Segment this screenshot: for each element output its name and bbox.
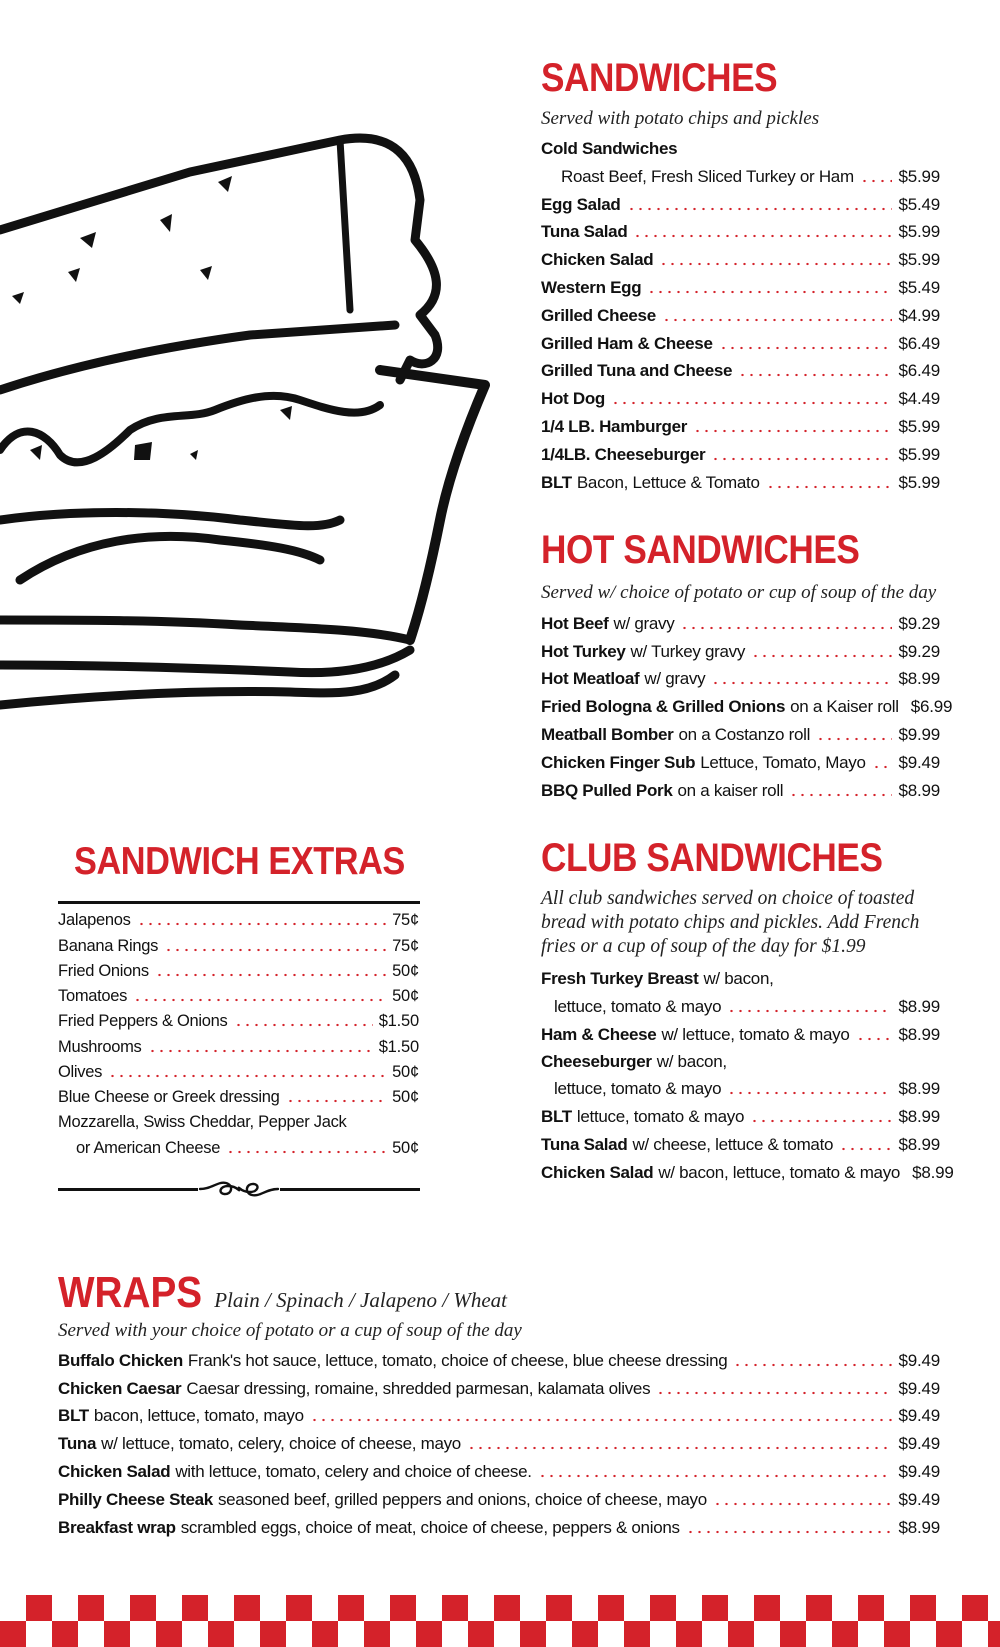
sandwiches-subtitle: Served with potato chips and pickles: [541, 108, 820, 129]
item-price: $5.99: [898, 416, 940, 436]
item-name: Breakfast wrap: [58, 1517, 176, 1537]
item-desc: with lettuce, tomato, celery and choice of cheese.: [175, 1461, 532, 1481]
item-name: Chicken Caesar: [58, 1378, 182, 1398]
menu-item: [541, 634, 940, 662]
menu-item: [58, 930, 419, 955]
dot-leader: [286, 1099, 387, 1103]
item-price: $9.49: [898, 1434, 940, 1454]
dot-leader: [750, 1119, 892, 1123]
item-name: Meatball Bomber: [541, 724, 674, 744]
item-name: Mushrooms: [58, 1037, 142, 1056]
dot-leader: [686, 1530, 893, 1534]
item-price: $8.99: [898, 996, 940, 1016]
item-name: Chicken Salad: [541, 250, 654, 270]
item-price: $6.99: [910, 697, 953, 717]
item-name: Hot Dog: [541, 389, 605, 409]
item-price: $1.50: [378, 1012, 419, 1031]
dot-leader: [137, 922, 387, 926]
menu-item: [541, 215, 940, 243]
item-price: $5.99: [898, 250, 940, 270]
dot-leader: [633, 234, 892, 238]
dot-leader: [727, 1091, 892, 1095]
item-price: $9.29: [898, 613, 940, 633]
wraps-heading: [58, 1268, 507, 1318]
item-name: Chicken Salad: [541, 1162, 654, 1182]
menu-item: [541, 326, 940, 354]
item-desc: w/ bacon,: [656, 1051, 727, 1071]
menu-item: [541, 242, 940, 270]
dot-leader: [310, 1418, 893, 1422]
sandwiches-title: SANDWICHES: [541, 56, 778, 100]
item-price: $9.29: [898, 641, 940, 661]
item-desc: seasoned beef, grilled peppers and onions, choice of cheese, mayo: [217, 1489, 707, 1509]
dot-leader: [164, 948, 386, 952]
menu-item: [58, 1454, 940, 1482]
item-price: $9.49: [898, 1350, 940, 1370]
hot-sandwiches-title: HOT SANDWICHES: [541, 528, 860, 572]
item-name: Fried Onions: [58, 961, 149, 980]
menu-item: [541, 1017, 940, 1045]
dot-leader: [713, 1502, 893, 1506]
item-price: $8.99: [898, 1024, 940, 1044]
item-price: $9.49: [898, 1378, 940, 1398]
menu-item: [541, 1099, 940, 1127]
item-name: BLT: [58, 1406, 89, 1426]
dot-leader: [816, 737, 892, 741]
item-name: Egg Salad: [541, 194, 621, 214]
dot-leader: [234, 1023, 373, 1027]
item-price: $8.99: [898, 1134, 940, 1154]
dot-leader: [839, 1147, 892, 1151]
dot-leader: [738, 373, 892, 377]
item-name: Chicken Finger Sub: [541, 752, 696, 772]
dot-leader: [611, 401, 892, 405]
item-desc: scrambled eggs, choice of meat, choice of cheese, peppers & onions: [180, 1517, 680, 1537]
item-desc: w/ bacon, lettuce, tomato & mayo: [658, 1162, 901, 1182]
item-desc: lettuce, tomato & mayo: [554, 996, 722, 1016]
item-desc: w/ cheese, lettuce & tomato: [632, 1134, 834, 1154]
dot-leader: [226, 1150, 386, 1154]
dot-leader: [467, 1446, 892, 1450]
item-price: 50¢: [392, 1063, 419, 1082]
menu-item: [58, 1132, 419, 1157]
menu-item: [58, 1343, 940, 1371]
item-name: BBQ Pulled Pork: [541, 780, 673, 800]
dot-leader: [693, 429, 892, 433]
item-price: $6.49: [898, 333, 940, 353]
dot-leader: [133, 998, 386, 1002]
item-desc: w/ Turkey gravy: [630, 641, 746, 661]
menu-item: [58, 905, 419, 930]
item-price: $5.99: [898, 472, 940, 492]
item-name: BLT: [541, 1107, 572, 1127]
item-name: Grilled Tuna and Cheese: [541, 361, 733, 381]
menu-item: [58, 1082, 419, 1107]
item-name: Ham & Cheese: [541, 1024, 657, 1044]
menu-item: [541, 437, 940, 465]
item-name: Philly Cheese Steak: [58, 1489, 213, 1509]
item-price: $8.99: [898, 1107, 940, 1127]
checkered-border: [0, 1595, 1000, 1647]
item-name: Olives: [58, 1063, 103, 1082]
menu-item: [541, 1155, 954, 1183]
item-price: $9.49: [898, 1461, 940, 1481]
item-desc: on a Kaiser roll: [790, 697, 899, 717]
item-name: Blue Cheese or Greek dressing: [58, 1088, 280, 1107]
item-desc: bacon, lettuce, tomato, mayo: [93, 1406, 304, 1426]
menu-item: [541, 717, 940, 745]
menu-item: [58, 1399, 940, 1427]
menu-item: [541, 773, 940, 801]
menu-item: [541, 409, 940, 437]
menu-item: [58, 1426, 940, 1454]
cold-sandwiches-label: Cold Sandwiches: [541, 139, 678, 158]
menu-item-line: [541, 962, 940, 989]
item-price: $9.49: [898, 752, 940, 772]
item-desc: w/ bacon,: [703, 969, 774, 988]
item-desc: Bacon, Lettuce & Tomato: [576, 472, 760, 492]
item-price: $9.49: [898, 1406, 940, 1426]
item-price: 50¢: [392, 1088, 419, 1107]
dot-leader: [711, 457, 892, 461]
item-price: $8.99: [912, 1162, 954, 1182]
dot-leader: [680, 626, 892, 630]
item-name: Tomatoes: [58, 987, 128, 1006]
item-price: $6.49: [898, 361, 940, 381]
dot-leader: [647, 290, 892, 294]
extras-bottom-rule-left: [58, 1188, 198, 1191]
cold-sandwiches-header: [541, 132, 940, 159]
item-desc: lettuce, tomato & mayo: [554, 1079, 722, 1099]
item-name: Fresh Turkey Breast: [541, 969, 699, 988]
item-name: Chicken Salad: [58, 1461, 171, 1481]
dot-leader: [659, 262, 892, 266]
item-desc: on a kaiser roll: [677, 780, 784, 800]
sandwiches-list: [541, 132, 940, 493]
item-name: Hot Meatloaf: [541, 669, 640, 689]
item-desc: w/ gravy: [644, 669, 706, 689]
item-desc: Frank's hot sauce, lettuce, tomato, choice of cheese, blue cheese dressing: [187, 1350, 728, 1370]
menu-item: [541, 606, 940, 634]
item-name: BLT: [541, 472, 572, 492]
dot-leader: [766, 485, 893, 489]
flourish-ornament: [198, 1177, 280, 1201]
item-price: 50¢: [392, 961, 419, 980]
dot-leader: [856, 1037, 893, 1041]
menu-item: [58, 1006, 419, 1031]
club-sandwiches-description: All club sandwiches served on choice of toasted bread with potato chips and pickles. Add French fries or a cup of soup of the day for $1.99: [541, 888, 920, 957]
item-price: $8.99: [898, 1079, 940, 1099]
item-desc: Lettuce, Tomato, Mayo: [700, 752, 866, 772]
menu-item: [541, 159, 940, 187]
item-name: Mozzarella, Swiss Cheddar, Pepper Jack: [58, 1113, 347, 1132]
item-desc: on a Costanzo roll: [678, 724, 811, 744]
item-price: $5.99: [898, 444, 940, 464]
sandwich-extras-title: SANDWICH EXTRAS: [74, 840, 405, 883]
item-price: $9.49: [898, 1489, 940, 1509]
item-price: $8.99: [898, 1517, 940, 1537]
menu-item: [58, 1510, 940, 1538]
menu-item: [58, 981, 419, 1006]
menu-item: [58, 1057, 419, 1082]
dot-leader: [538, 1474, 893, 1478]
item-name: Fried Bologna & Grilled Onions: [541, 697, 786, 717]
extras-list: [58, 905, 419, 1158]
item-desc: w/ gravy: [613, 613, 675, 633]
hot-sandwiches-list: [541, 606, 953, 801]
dot-leader: [751, 654, 892, 658]
item-name: Cheeseburger: [541, 1051, 652, 1071]
extras-bottom-rule-right: [280, 1188, 420, 1191]
wraps-title: WRAPS: [58, 1268, 203, 1317]
item-price: $4.99: [898, 305, 940, 325]
item-name: Buffalo Chicken: [58, 1350, 183, 1370]
item-price: $5.49: [898, 277, 940, 297]
item-name: Jalapenos: [58, 911, 131, 930]
item-desc: Caesar dressing, romaine, shredded parmesan, kalamata olives: [186, 1378, 651, 1398]
wraps-list: [58, 1343, 940, 1538]
menu-item-line: [58, 1107, 419, 1132]
dot-leader: [627, 207, 893, 211]
dot-leader: [789, 793, 892, 797]
dot-leader: [719, 346, 893, 350]
item-price: $1.50: [378, 1037, 419, 1056]
hot-sandwiches-subtitle: Served w/ choice of potato or cup of soup of the day: [541, 582, 937, 603]
item-price: $9.99: [898, 724, 940, 744]
item-price: $5.99: [898, 166, 940, 186]
menu-item: [58, 1031, 419, 1056]
item-name: or American Cheese: [76, 1138, 221, 1157]
item-desc: lettuce, tomato & mayo: [576, 1107, 745, 1127]
item-price: 50¢: [392, 987, 419, 1006]
menu-item: [58, 1371, 940, 1399]
menu-item: [541, 1127, 940, 1155]
menu-item: [541, 989, 940, 1017]
menu-item: [541, 689, 953, 717]
wraps-subtitle: Served with your choice of potato or a cup of soup of the day: [58, 1320, 522, 1341]
dot-leader: [155, 973, 386, 977]
menu-item: [541, 662, 940, 690]
extras-top-rule: [58, 901, 420, 904]
dot-leader: [860, 179, 893, 183]
item-name: 1/4LB. Cheeseburger: [541, 444, 706, 464]
item-name: 1/4 LB. Hamburger: [541, 416, 688, 436]
menu-item: [541, 298, 940, 326]
menu-item: [541, 381, 940, 409]
menu-item: [541, 745, 940, 773]
menu-item: [541, 187, 940, 215]
menu-item: [541, 354, 940, 382]
item-name: Tuna: [58, 1434, 97, 1454]
item-desc: w/ lettuce, tomato & mayo: [661, 1024, 850, 1044]
menu-item: [541, 465, 940, 493]
item-desc: Roast Beef, Fresh Sliced Turkey or Ham: [561, 166, 854, 186]
item-price: 75¢: [392, 936, 419, 955]
club-sandwiches-list: [541, 962, 954, 1183]
item-price: 75¢: [392, 911, 419, 930]
item-name: Banana Rings: [58, 936, 159, 955]
item-desc: w/ lettuce, tomato, celery, choice of cheese, mayo: [101, 1434, 461, 1454]
sandwich-illustration: [0, 120, 500, 760]
dot-leader: [872, 765, 893, 769]
club-sandwiches-title: CLUB SANDWICHES: [541, 836, 883, 880]
menu-item: [58, 1482, 940, 1510]
dot-leader: [656, 1391, 892, 1395]
item-price: $8.99: [898, 669, 940, 689]
item-name: Tuna Salad: [541, 222, 628, 242]
dot-leader: [148, 1049, 373, 1053]
item-name: Grilled Cheese: [541, 305, 656, 325]
item-name: Western Egg: [541, 277, 642, 297]
item-price: $5.49: [898, 194, 940, 214]
item-price: 50¢: [392, 1138, 419, 1157]
item-price: $4.49: [898, 389, 940, 409]
wraps-types: Plain / Spinach / Jalapeno / Wheat: [214, 1288, 508, 1312]
menu-item-line: [541, 1045, 940, 1072]
menu-item: [541, 270, 940, 298]
menu-item: [58, 956, 419, 981]
item-name: Tuna Salad: [541, 1134, 628, 1154]
dot-leader: [727, 1009, 892, 1013]
dot-leader: [662, 318, 893, 322]
item-name: Hot Turkey: [541, 641, 626, 661]
dot-leader: [711, 681, 892, 685]
dot-leader: [733, 1363, 892, 1367]
menu-item: [541, 1072, 940, 1100]
item-name: Hot Beef: [541, 613, 609, 633]
item-name: Grilled Ham & Cheese: [541, 333, 713, 353]
item-price: $8.99: [898, 780, 940, 800]
item-price: $5.99: [898, 222, 940, 242]
dot-leader: [108, 1074, 386, 1078]
item-name: Fried Peppers & Onions: [58, 1012, 228, 1031]
